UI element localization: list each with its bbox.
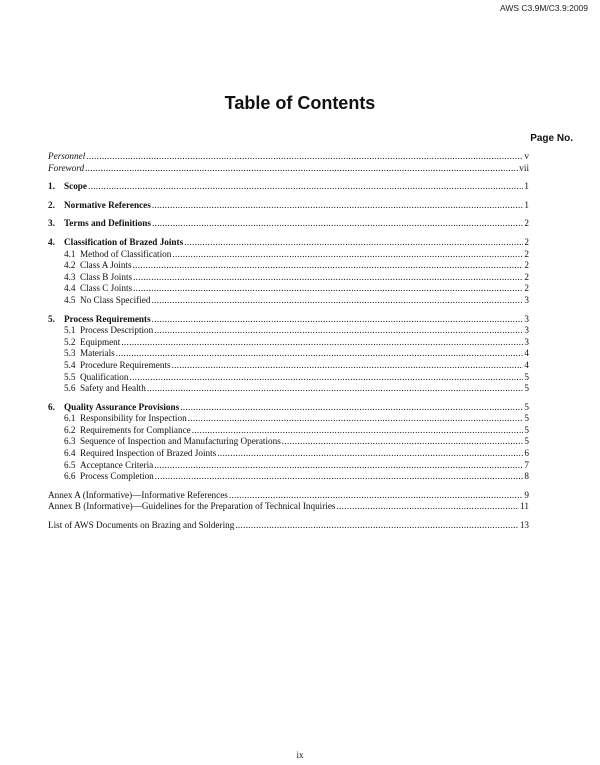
toc-entry-number: 6.2 xyxy=(64,424,76,435)
toc-entry-page: 5 xyxy=(524,383,529,394)
toc-entry-label: Classification of Brazed Joints xyxy=(64,236,184,247)
toc-entry-label: Materials xyxy=(80,348,115,359)
toc-entry-page: 13 xyxy=(519,520,529,531)
toc-entry[interactable] xyxy=(48,460,529,472)
toc-entry-page: 5 xyxy=(524,436,529,447)
toc-entry-label: Class A Joints xyxy=(80,260,132,271)
toc-entry[interactable] xyxy=(48,218,529,230)
toc-entry[interactable] xyxy=(48,181,529,193)
toc-entry-label: Process Requirements xyxy=(64,313,151,324)
toc-entry[interactable] xyxy=(48,471,529,483)
toc-entry[interactable] xyxy=(48,501,529,513)
toc-entry-page: 2 xyxy=(524,236,529,247)
toc-entry[interactable] xyxy=(48,520,529,532)
toc-entry-number: 4. xyxy=(48,236,55,247)
toc-entry-number: 5. xyxy=(48,313,55,324)
toc-entry-label: Scope xyxy=(64,181,87,192)
toc-entry-label: Foreword xyxy=(48,162,85,173)
toc-entry-page: 4 xyxy=(524,348,529,359)
toc-entry-number: 4.5 xyxy=(64,294,76,305)
dot-leader xyxy=(133,283,523,295)
toc-entry-page: 5 xyxy=(524,424,529,435)
toc-entry[interactable] xyxy=(48,163,529,175)
toc-entry[interactable] xyxy=(48,237,529,249)
toc-entry-page: 7 xyxy=(524,459,529,470)
toc-entry-label: Process Description xyxy=(80,325,154,336)
toc-entry-number: 6.1 xyxy=(64,413,76,424)
toc-entry[interactable] xyxy=(48,200,529,212)
page-number-footer: ix xyxy=(296,750,304,760)
toc-entry-number: 3. xyxy=(48,218,55,229)
toc-entry[interactable] xyxy=(48,314,529,326)
dot-leader xyxy=(129,372,523,384)
dot-leader xyxy=(88,181,523,193)
dot-leader xyxy=(152,200,524,212)
toc-entry-label: Process Completion xyxy=(80,471,154,482)
toc-entry-number: 4.4 xyxy=(64,283,76,294)
toc-entry-label: Normative References xyxy=(64,199,151,210)
toc-entry[interactable] xyxy=(48,436,529,448)
toc-entry-page: 1 xyxy=(524,181,529,192)
dot-leader xyxy=(116,348,524,360)
toc-entry-page: 2 xyxy=(524,283,529,294)
toc-entry-number: 5.2 xyxy=(64,336,76,347)
toc-entry[interactable] xyxy=(48,383,529,395)
toc-entry-label: Acceptance Criteria xyxy=(80,459,154,470)
toc-entry[interactable] xyxy=(48,337,529,349)
dot-leader xyxy=(235,520,519,532)
toc-entry[interactable] xyxy=(48,360,529,372)
toc-entry-page: 3 xyxy=(524,336,529,347)
toc-entry-number: 6. xyxy=(48,401,55,412)
toc-entry-number: 4.3 xyxy=(64,271,76,282)
toc-entry-page: 2 xyxy=(524,218,529,229)
toc-entry-number: 2. xyxy=(48,199,55,210)
toc-entry-label: Requirements for Compliance xyxy=(80,424,191,435)
toc-entry-label: Terms and Definitions xyxy=(64,218,151,229)
toc-entry[interactable] xyxy=(48,260,529,272)
dot-leader xyxy=(152,218,523,230)
toc-entry[interactable] xyxy=(48,372,529,384)
dot-leader xyxy=(154,325,523,337)
toc-entry-label: Safety and Health xyxy=(80,383,146,394)
dot-leader xyxy=(229,490,524,502)
toc-entry-page: 2 xyxy=(524,248,529,259)
toc-entry-label: Sequence of Inspection and Manufacturing Operations xyxy=(80,436,281,447)
toc-entry-label: List of AWS Documents on Brazing and Soldering xyxy=(48,520,235,531)
toc-entry-page: 8 xyxy=(524,471,529,482)
dot-leader xyxy=(86,151,523,163)
toc-entry-page: 5 xyxy=(524,371,529,382)
toc-entry[interactable] xyxy=(48,272,529,284)
dot-leader xyxy=(152,314,524,326)
toc-entry-number: 6.6 xyxy=(64,471,76,482)
toc-entry[interactable] xyxy=(48,413,529,425)
dot-leader xyxy=(121,337,523,349)
toc-entry[interactable] xyxy=(48,490,529,502)
toc-entry-label: Method of Classification xyxy=(80,248,172,259)
dot-leader xyxy=(154,460,523,472)
toc-entry-page: 3 xyxy=(524,313,529,324)
toc-entry-label: Personnel xyxy=(48,151,86,161)
toc-list xyxy=(48,151,529,532)
toc-entry-label: Class B Joints xyxy=(80,271,133,282)
toc-entry-page: 9 xyxy=(524,489,529,500)
dot-leader xyxy=(133,260,524,272)
toc-entry-page: 6 xyxy=(524,448,529,459)
toc-entry-number: 5.3 xyxy=(64,348,76,359)
toc-entry-number: 6.5 xyxy=(64,459,76,470)
toc-entry-number: 6.3 xyxy=(64,436,76,447)
dot-leader xyxy=(155,471,524,483)
toc-entry-label: Responsibility for Inspection xyxy=(80,413,187,424)
toc-entry-page: 3 xyxy=(524,325,529,336)
dot-leader xyxy=(147,383,524,395)
toc-entry-page: 1 xyxy=(524,199,529,210)
page-title: Table of Contents xyxy=(224,93,376,113)
toc-entry-page: 5 xyxy=(524,413,529,424)
running-header: AWS C3.9M/C3.9:2009 xyxy=(499,3,588,13)
toc-entry-label: Annex B (Informative)—Guidelines for the Preparation of Technical Inquiries xyxy=(48,501,336,512)
toc-entry-page: 3 xyxy=(524,294,529,305)
toc-entry[interactable] xyxy=(48,402,529,414)
toc-entry[interactable] xyxy=(48,283,529,295)
toc-entry-number: 4.2 xyxy=(64,260,76,271)
toc-entry-label: Quality Assurance Provisions xyxy=(64,401,180,412)
toc-entry-label: Class C Joints xyxy=(80,283,133,294)
toc-entry[interactable] xyxy=(48,151,529,163)
toc-entry-number: 5.4 xyxy=(64,359,76,370)
dot-leader xyxy=(217,448,523,460)
toc-entry-number: 1. xyxy=(48,181,55,192)
toc-entry-page: v xyxy=(524,151,529,161)
dot-leader xyxy=(180,402,523,414)
dot-leader xyxy=(188,413,524,425)
toc-entry-number: 5.5 xyxy=(64,371,76,382)
dot-leader xyxy=(184,237,523,249)
toc-entry-number: 5.6 xyxy=(64,383,76,394)
toc-entry-page: 4 xyxy=(524,359,529,370)
dot-leader xyxy=(85,163,518,175)
toc-entry-page: vii xyxy=(519,162,529,173)
dot-leader xyxy=(172,249,523,261)
toc-entry[interactable] xyxy=(48,348,529,360)
toc-entry-label: Required Inspection of Brazed Joints xyxy=(80,448,217,459)
toc-entry[interactable] xyxy=(48,325,529,337)
dot-leader xyxy=(192,425,524,437)
toc-entry-page: 11 xyxy=(520,501,529,512)
toc-entry-label: Annex A (Informative)—Informative References xyxy=(48,489,228,500)
toc-entry-label: Procedure Requirements xyxy=(80,359,171,370)
dot-leader xyxy=(133,272,523,284)
dot-leader xyxy=(172,360,524,372)
dot-leader xyxy=(282,436,524,448)
toc-entry-label: Qualification xyxy=(80,371,129,382)
toc-entry-page: 5 xyxy=(524,401,529,412)
toc-entry-page: 2 xyxy=(524,260,529,271)
toc-entry-number: 4.1 xyxy=(64,248,76,259)
toc-entry-number: 6.4 xyxy=(64,448,76,459)
dot-leader xyxy=(336,501,519,513)
toc-entry-label: Equipment xyxy=(80,336,121,347)
toc-entry-number: 5.1 xyxy=(64,325,76,336)
toc-entry[interactable] xyxy=(48,448,529,460)
toc-entry-label: No Class Specified xyxy=(80,294,151,305)
toc-entry[interactable] xyxy=(48,295,529,307)
toc-entry[interactable] xyxy=(48,425,529,437)
page-no-column-label: Page No. xyxy=(530,133,573,144)
toc-entry-page: 2 xyxy=(524,271,529,282)
dot-leader xyxy=(151,295,523,307)
toc-entry[interactable] xyxy=(48,249,529,261)
